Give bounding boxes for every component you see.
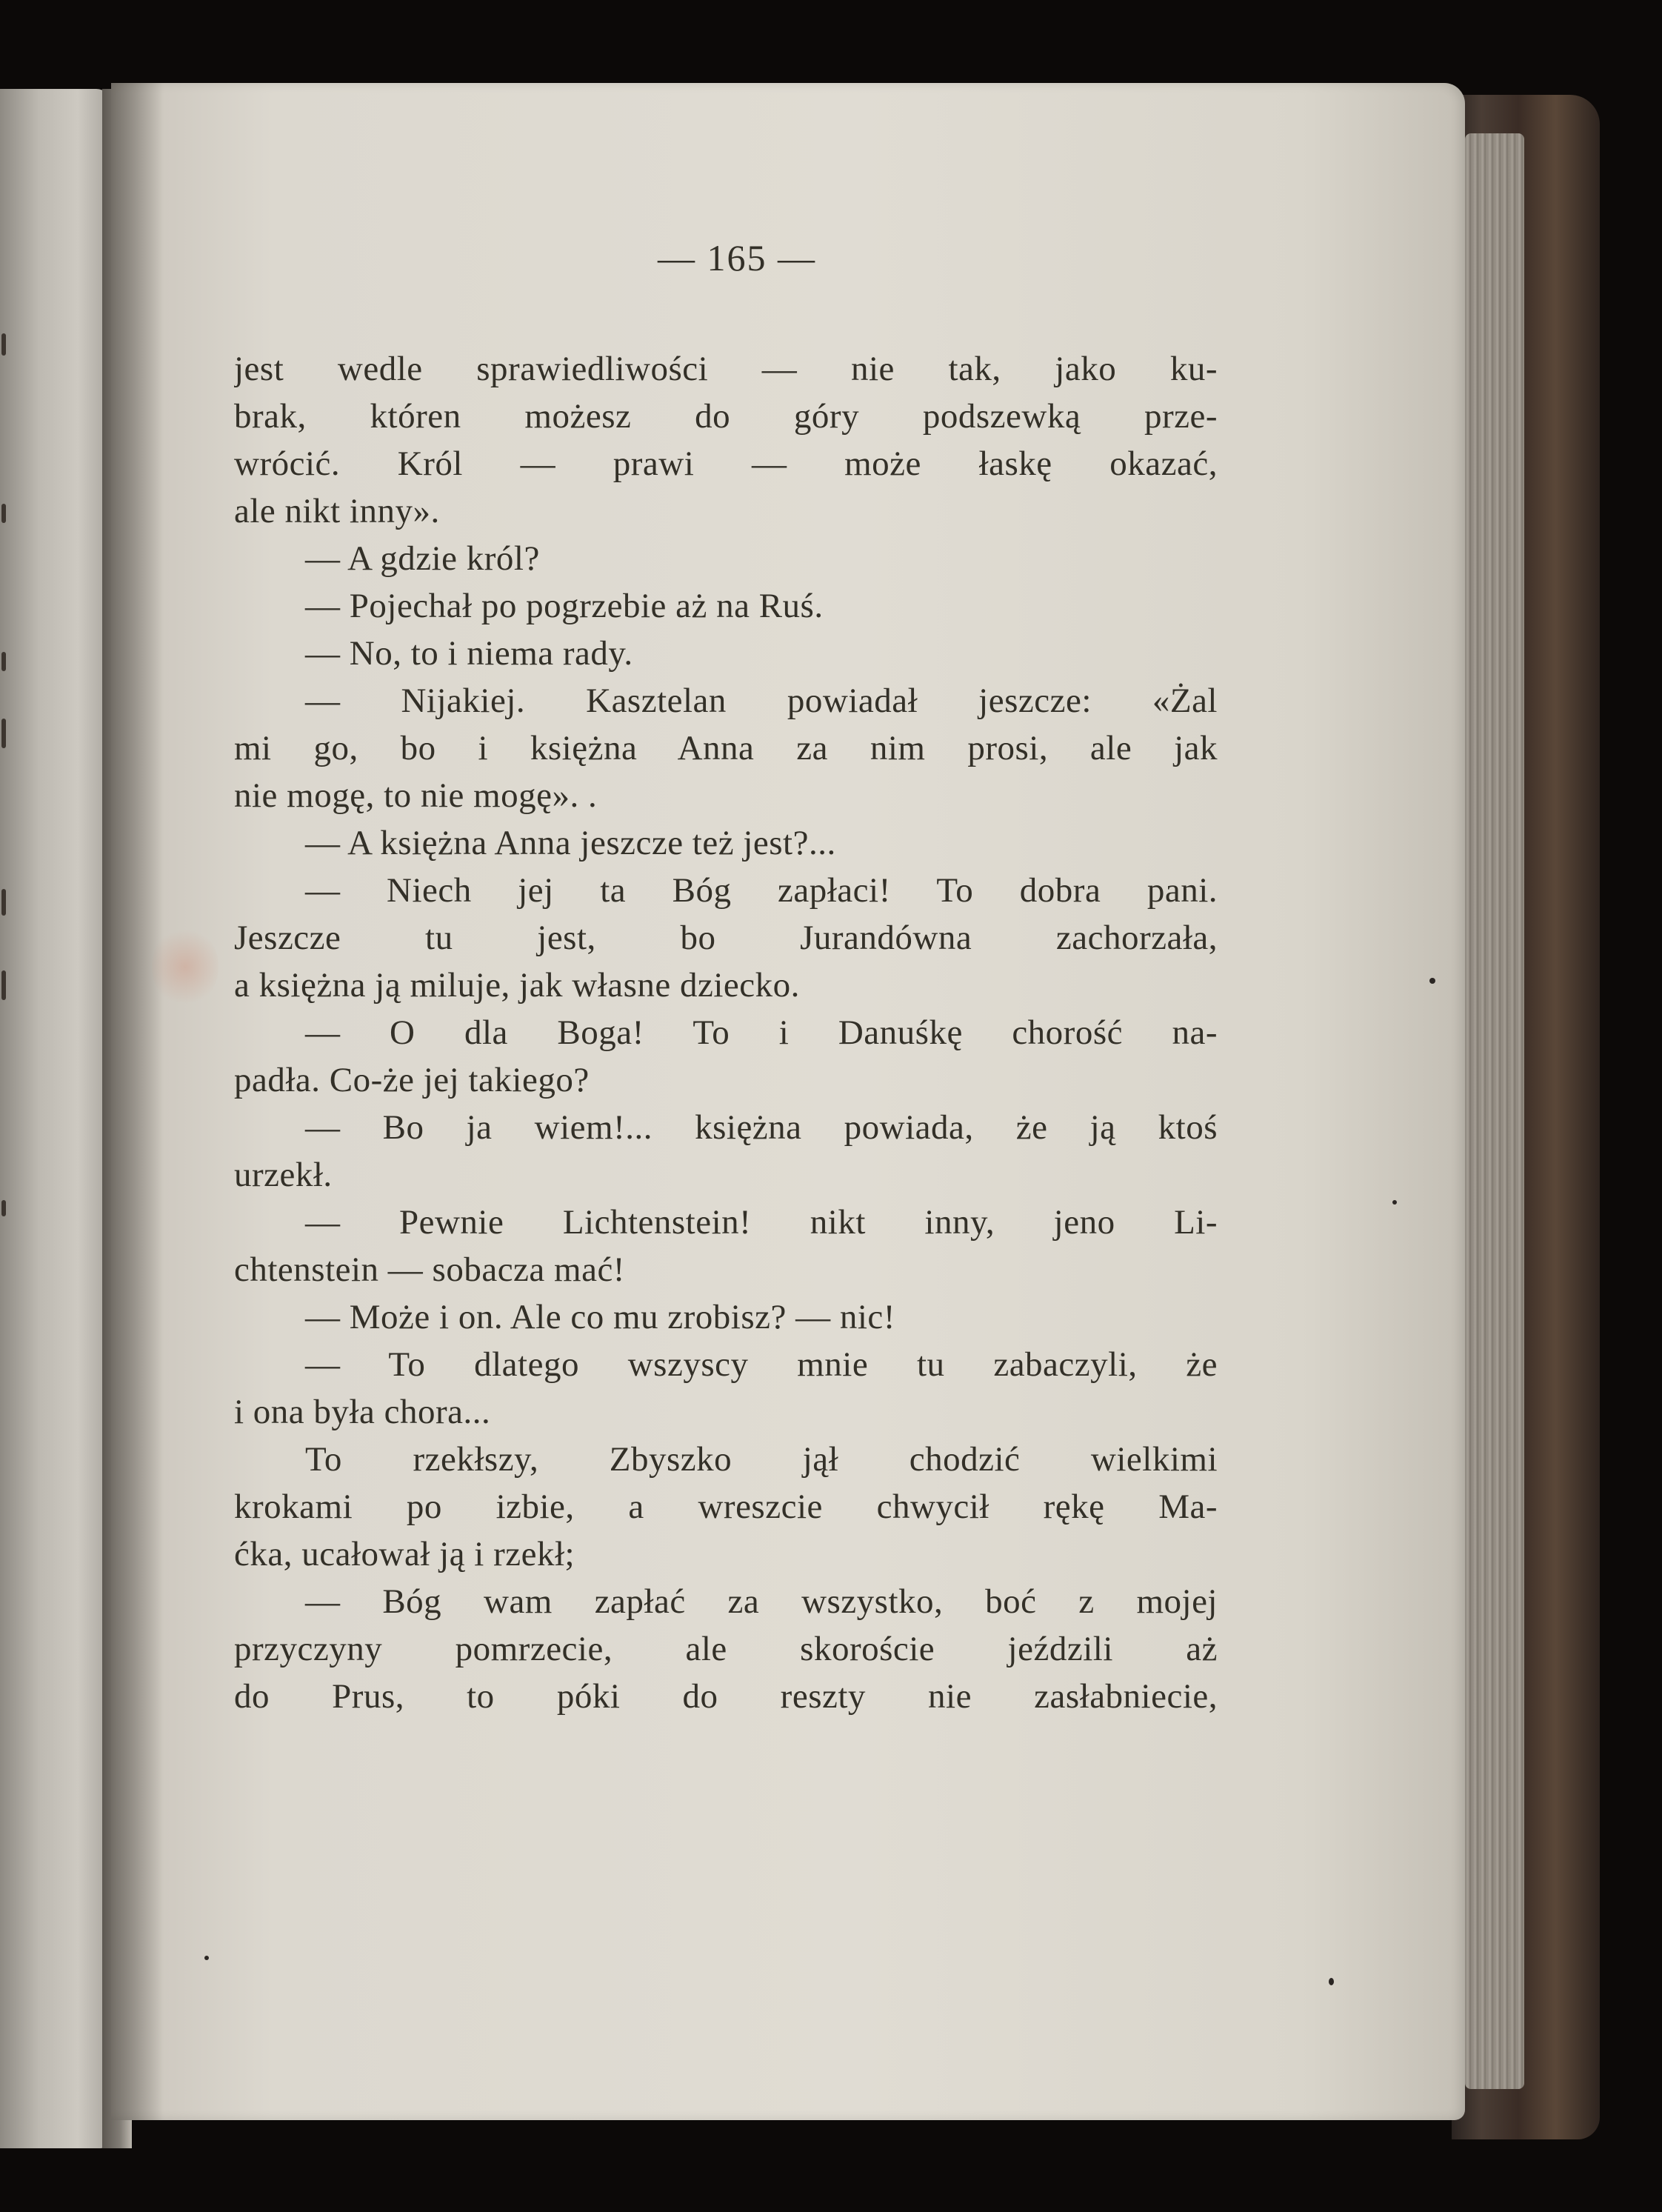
text-line: — Pewnie Lichtenstein! nikt inny, jeno Li- — [305, 1203, 1218, 1242]
text-line: urzekł. — [234, 1156, 333, 1194]
text-line: chtenstein — sobacza mać! — [234, 1250, 625, 1289]
edge-mark — [1, 889, 6, 916]
text-line: przyczyny pomrzecie, ale skoroście jeździli aż — [234, 1630, 1218, 1668]
page-speck — [204, 1956, 209, 1960]
text-line: i ona była chora... — [234, 1393, 491, 1431]
edge-mark — [1, 652, 6, 671]
text-line: — Pojechał po pogrzebie aż na Ruś. — [305, 587, 824, 625]
edge-mark — [1, 1200, 6, 1216]
text-line: wrócić. Król — prawi — może łaskę okazać, — [234, 444, 1218, 483]
text-line: To rzekłszy, Zbyszko jął chodzić wielkimi — [305, 1440, 1218, 1479]
page-speck — [1329, 1978, 1334, 1985]
text-line: krokami po izbie, a wreszcie chwycił rękę Ma- — [234, 1488, 1218, 1526]
text-line: do Prus, to póki do reszty nie zasłabniecie, — [234, 1677, 1218, 1716]
text-line: ćka, ucałował ją i rzekł; — [234, 1535, 575, 1573]
text-line: a księżna ją miluje, jak własne dziecko. — [234, 966, 800, 1005]
text-line: — No, to i niema rady. — [305, 634, 633, 673]
text-line: — To dlatego wszyscy mnie tu zabaczyli, że — [305, 1345, 1218, 1384]
text-line: — Niech jej ta Bóg zapłaci! To dobra pani. — [305, 871, 1218, 910]
text-line: ale nikt inny». — [234, 492, 440, 530]
page-stack-edge — [1465, 133, 1524, 2089]
text-line: — Bo ja wiem!... księżna powiada, że ją ktoś — [305, 1108, 1218, 1147]
text-line: mi go, bo i księżna Anna za nim prosi, ale jak — [234, 729, 1218, 767]
text-line: Jeszcze tu jest, bo Jurandówna zachorzała, — [234, 919, 1218, 957]
left-page-edge — [0, 89, 111, 2148]
edge-mark — [1, 719, 6, 748]
text-lines — [234, 345, 1218, 1720]
text-line: — Bóg wam zapłać za wszystko, boć z mojej — [305, 1582, 1218, 1621]
page-number: — 165 — — [658, 237, 816, 279]
page-speck — [1392, 1200, 1397, 1205]
text-line: jest wedle sprawiedliwości — nie tak, jako ku- — [234, 350, 1218, 388]
text-line: — O dla Boga! To i Danuśkę chorość na- — [305, 1013, 1218, 1052]
text-line: nie mogę, to nie mogę». . — [234, 776, 598, 815]
edge-mark — [1, 970, 6, 1000]
page-text — [234, 230, 1218, 1720]
edge-mark — [1, 333, 6, 356]
page-speck — [1429, 978, 1435, 984]
edge-mark — [1, 504, 6, 523]
text-line: brak, któren możesz do góry podszewką prze- — [234, 397, 1218, 436]
text-line: padła. Co-że jej takiego? — [234, 1061, 590, 1099]
text-line: — Nijakiej. Kasztelan powiadał jeszcze: «Żal — [305, 682, 1218, 720]
page-stain — [152, 926, 218, 1007]
page-fold-shadow — [111, 83, 163, 2120]
text-line: — A księżna Anna jeszcze też jest?... — [305, 824, 836, 862]
text-line: — Może i on. Ale co mu zrobisz? — nic! — [305, 1298, 895, 1336]
text-line: — A gdzie król? — [305, 539, 540, 578]
